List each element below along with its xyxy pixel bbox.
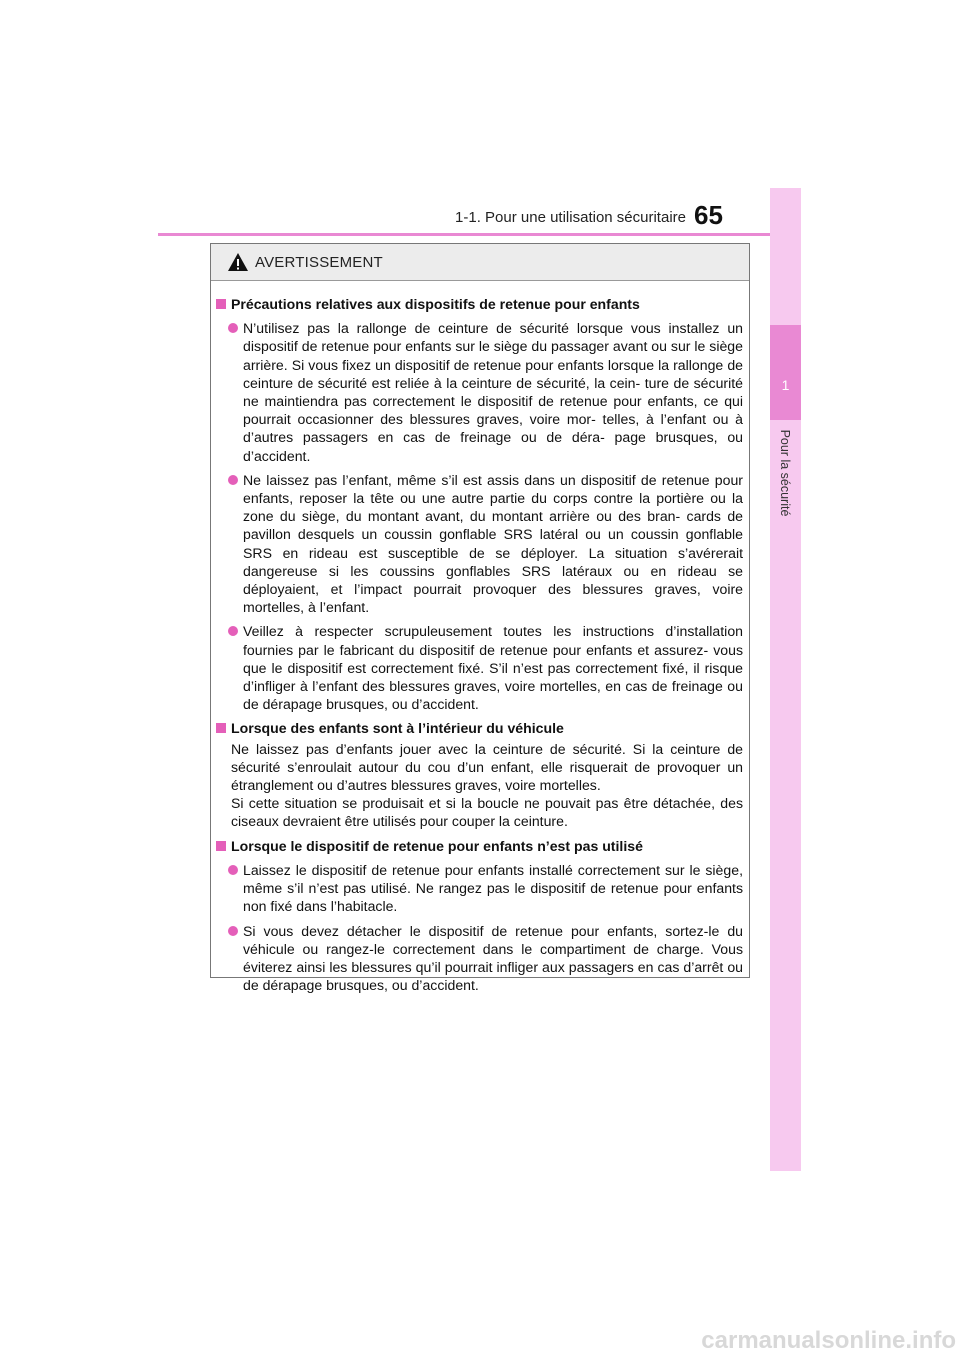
bullet-item bbox=[216, 922, 743, 995]
running-header-title: 1-1. Pour une utilisation sécuritaire bbox=[455, 209, 686, 226]
circle-bullet-icon bbox=[228, 323, 238, 333]
warning-title: AVERTISSEMENT bbox=[255, 253, 383, 271]
warning-box bbox=[210, 243, 750, 994]
section-heading bbox=[216, 837, 743, 855]
circle-bullet-icon bbox=[228, 865, 238, 875]
section-heading-text: Précautions relatives aux dispositifs de retenue pour enfants bbox=[231, 296, 640, 312]
page-number: 65 bbox=[694, 200, 723, 230]
svg-text:carmanualsonline.info: carmanualsonline.info bbox=[701, 1327, 956, 1354]
bullet-text: N’utilisez pas la rallonge de ceinture de sécurité lorsque vous installez un dispositif de retenue pour enfants sur le siège du passager avant ou sur le siège arrière. Si vous fixez un dispositif de retenue pour enfants lorsque la rallonge de ceinture de sécurité est reliée à la ceinture de sécurité, la cein- ture de sécurité ne maintiendra pas correctement le dispositif de retenue pour enfants, ce qui pourrait occasionner des blessures graves, voire mor- telles, à l’enfant ou à d’autres passagers en cas de freinage ou de déra- page brusques, ou d’accident. bbox=[243, 320, 743, 464]
bullet-item bbox=[216, 471, 743, 617]
header-divider bbox=[158, 233, 800, 236]
bullet-item bbox=[216, 319, 743, 465]
circle-bullet-icon bbox=[228, 926, 238, 936]
section-heading-text: Lorsque des enfants sont à l’intérieur du véhicule bbox=[231, 720, 564, 737]
section-paragraph: Ne laissez pas d’enfants jouer avec la ceinture de sécurité. Si la ceinture de sécurité s’enroulait autour du cou d’un enfant, elle risquerait de provoquer un étranglement ou d’autres blessures graves, voire mortelles. Si cette situation se produisait et si la boucle ne pouvait pas être détachée, des ciseaux devraient être utilisés pour couper la ceinture. bbox=[231, 740, 743, 830]
circle-bullet-icon bbox=[228, 475, 238, 485]
bullet-text: Veillez à respecter scrupuleusement toutes les instructions d’installation fournies par le fabricant du dispositif de retenue pour enfants et assurez- vous que le dispositif est correctement fixé. S’il n’est pas correctement fixé, il risque d’infliger à l’enfant des blessures graves, voire mortelles, en cas de freinage ou de dérapage brusques, ou d’accident. bbox=[243, 623, 743, 713]
bullet-text: Si vous devez détacher le dispositif de retenue pour enfants, sortez-le du véhicule ou rangez-le correctement dans le compartiment de charge. Vous éviterez ainsi les blessures qu’il pourrait infliger aux passagers en cas d’arrêt ou de dérapage brusques, ou d’accident. bbox=[243, 922, 743, 994]
section-heading bbox=[216, 719, 743, 737]
chapter-number-tab: 1 bbox=[770, 325, 801, 420]
warning-body bbox=[211, 281, 749, 994]
circle-bullet-icon bbox=[228, 626, 238, 636]
warning-triangle-icon bbox=[227, 252, 249, 272]
bullet-text: Ne laissez pas l’enfant, même s’il est assis dans un dispositif de retenue pour enfants, reposer la tête ou une autre partie du corps contre la portière ou la zone du siège, du montant avant, du montant arrière ou des bran- cards de pavillon desquels un coussin gonflable SRS latéral ou un coussin gonflable SRS en rideau est susceptible de se déployer. La situation s’avérerait dangereuse si les coussins gonflables SRS latéraux ou en rideau se déployaient, et l’impact pourrait provoquer des blessures graves, voire mortelles, à l’enfant. bbox=[243, 471, 743, 616]
section-heading bbox=[216, 295, 743, 313]
square-bullet-icon bbox=[216, 841, 226, 851]
watermark-logo bbox=[660, 1322, 960, 1356]
warning-header bbox=[211, 244, 749, 281]
section-heading-text: Lorsque le dispositif de retenue pour enfants n’est pas utilisé bbox=[231, 837, 643, 854]
bullet-item bbox=[216, 622, 743, 713]
square-bullet-icon bbox=[216, 299, 226, 309]
chapter-label: Pour la sécurité bbox=[778, 429, 792, 517]
square-bullet-icon bbox=[216, 723, 226, 733]
bullet-text: Laissez le dispositif de retenue pour enfants installé correctement sur le siège, même s’il n’est pas utilisé. Ne rangez pas le dispositif de retenue pour enfants non fixé dans l’habitacle. bbox=[243, 861, 743, 915]
bullet-item bbox=[216, 861, 743, 916]
